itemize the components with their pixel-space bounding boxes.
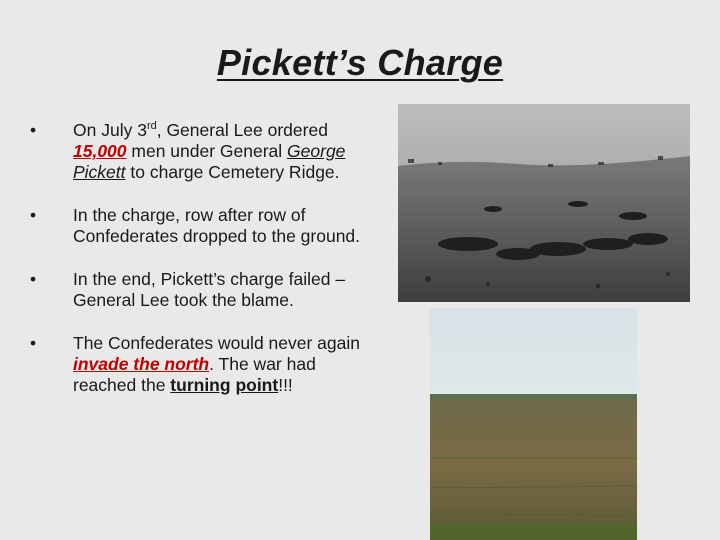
emphasis: turning — [170, 375, 231, 395]
bullet-marker: • — [30, 205, 37, 225]
superscript: rd — [146, 120, 157, 133]
bullet-marker: • — [30, 120, 37, 140]
text: !!! — [278, 375, 293, 395]
highlight-phrase: invade the north — [73, 354, 210, 374]
highlight-number: 15,000 — [73, 141, 127, 161]
bullet-2 — [28, 205, 368, 247]
text: men under General — [126, 141, 288, 161]
text: . The war had reached the — [73, 354, 316, 395]
field-photo — [430, 308, 637, 540]
battlefield-photo — [398, 104, 690, 302]
bullet-3 — [28, 269, 368, 311]
text: The Confederates would never again — [73, 333, 360, 353]
bullet-marker: • — [30, 333, 37, 353]
general-name: George Pickett — [73, 141, 346, 182]
bullet-4 — [28, 333, 368, 396]
text: In the charge, row after row of Confederates dropped to the ground. — [73, 205, 361, 246]
slide-title: Pickett’s Charge — [216, 42, 504, 83]
emphasis: point — [235, 375, 279, 395]
text: In the end, Pickett’s charge failed – General Lee took the blame. — [73, 269, 346, 310]
bullet-1 — [28, 120, 368, 183]
bullet-marker: • — [30, 269, 37, 289]
text: On July 3 — [73, 120, 147, 140]
text: , General Lee ordered — [156, 120, 328, 140]
text: to charge Cemetery Ridge. — [125, 162, 340, 182]
bullet-list — [28, 120, 368, 418]
